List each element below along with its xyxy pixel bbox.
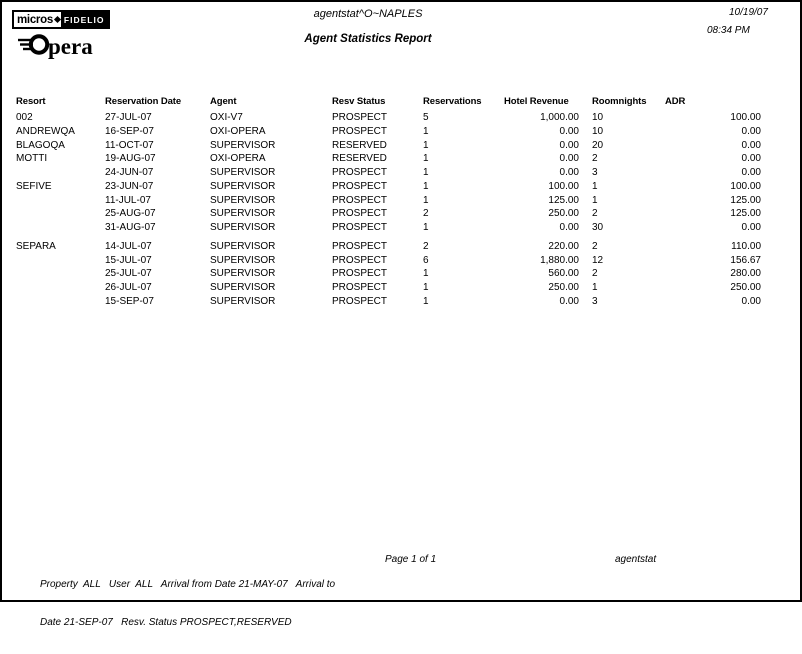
cell-reservations: 1 xyxy=(423,180,429,192)
cell-resv-status: PROSPECT xyxy=(332,125,388,137)
cell-resort: SEFIVE xyxy=(16,180,52,192)
cell-reservation-date: 11-OCT-07 xyxy=(105,139,154,151)
cell-reservations: 1 xyxy=(423,153,429,165)
column-header-reservations: Reservations xyxy=(423,96,482,107)
cell-resort: MOTTI xyxy=(16,153,48,165)
column-header-hotel-revenue: Hotel Revenue xyxy=(504,96,569,107)
page-title: Agent Statistics Report xyxy=(304,33,432,45)
cell-adr: 156.67 xyxy=(730,254,761,266)
cell-adr: 0.00 xyxy=(741,153,761,165)
cell-agent: SUPERVISOR xyxy=(210,167,276,178)
cell-reservation-date: 19-AUG-07 xyxy=(105,153,156,165)
cell-resv-status: PROSPECT xyxy=(332,268,388,280)
cell-reservation-date: 25-JUL-07 xyxy=(105,268,152,280)
column-header-adr: ADR xyxy=(665,96,686,107)
table-row xyxy=(2,140,800,154)
cell-reservation-date: 23-JUN-07 xyxy=(105,180,154,192)
table-row xyxy=(2,268,800,282)
cell-agent: SUPERVISOR xyxy=(210,222,276,233)
cell-resv-status: RESERVED xyxy=(332,153,387,165)
cell-agent: SUPERVISOR xyxy=(210,282,276,293)
cell-roomnights: 30 xyxy=(592,222,604,233)
cell-roomnights: 10 xyxy=(592,125,604,137)
table-header-row xyxy=(2,96,800,110)
cell-resv-status: PROSPECT xyxy=(332,295,388,307)
column-header-resv-status: Resv Status xyxy=(332,96,386,107)
cell-resv-status: PROSPECT xyxy=(332,180,388,192)
cell-hotel-revenue: 220.00 xyxy=(548,240,579,252)
page-number: Page 1 of 1 xyxy=(385,554,437,565)
cell-hotel-revenue: 0.00 xyxy=(559,153,579,165)
cell-roomnights: 3 xyxy=(592,167,598,178)
table-row xyxy=(2,126,800,140)
fidelio-logo-text: FIDELIO xyxy=(61,12,109,27)
cell-hotel-revenue: 1,000.00 xyxy=(540,112,579,123)
opera-logo-text: pera xyxy=(48,33,93,59)
cell-resv-status: PROSPECT xyxy=(332,282,388,293)
cell-hotel-revenue: 100.00 xyxy=(548,180,579,192)
column-header-reservation-date: Reservation Date xyxy=(105,96,182,107)
cell-resort: SEPARA xyxy=(16,240,56,252)
table-row xyxy=(2,255,800,269)
cell-resv-status: PROSPECT xyxy=(332,167,388,178)
table-row xyxy=(2,153,800,167)
report-code: agentstat^O~NAPLES xyxy=(313,8,423,20)
report-time: 08:34 PM xyxy=(707,25,750,36)
cell-hotel-revenue: 125.00 xyxy=(548,194,579,206)
cell-agent: SUPERVISOR xyxy=(210,268,276,280)
cell-hotel-revenue: 0.00 xyxy=(559,222,579,233)
cell-reservations: 5 xyxy=(423,112,429,123)
cell-resv-status: PROSPECT xyxy=(332,240,388,252)
column-header-roomnights: Roomnights xyxy=(592,96,647,107)
footer-filters-line2: Date 21-SEP-07 Resv. Status PROSPECT,RESERVED xyxy=(40,616,292,628)
cell-agent: SUPERVISOR xyxy=(210,295,276,307)
cell-roomnights: 1 xyxy=(592,282,598,293)
table-row xyxy=(2,282,800,296)
cell-adr: 100.00 xyxy=(730,112,761,123)
cell-adr: 0.00 xyxy=(741,139,761,151)
cell-adr: 0.00 xyxy=(741,167,761,178)
cell-reservations: 1 xyxy=(423,125,429,137)
cell-adr: 100.00 xyxy=(730,180,761,192)
cell-hotel-revenue: 0.00 xyxy=(559,167,579,178)
cell-roomnights: 2 xyxy=(592,153,598,165)
table-row xyxy=(2,112,800,126)
cell-reservations: 2 xyxy=(423,240,429,252)
table-row xyxy=(2,181,800,195)
cell-roomnights: 1 xyxy=(592,194,598,206)
cell-hotel-revenue: 560.00 xyxy=(548,268,579,280)
cell-roomnights: 2 xyxy=(592,208,598,220)
cell-reservation-date: 27-JUL-07 xyxy=(105,112,152,123)
cell-resv-status: PROSPECT xyxy=(332,254,388,266)
cell-agent: SUPERVISOR xyxy=(210,139,276,151)
table-body xyxy=(2,112,800,310)
cell-hotel-revenue: 0.00 xyxy=(559,295,579,307)
cell-agent: SUPERVISOR xyxy=(210,180,276,192)
cell-adr: 125.00 xyxy=(730,208,761,220)
cell-resv-status: RESERVED xyxy=(332,139,387,151)
cell-reservations: 1 xyxy=(423,268,429,280)
cell-hotel-revenue: 0.00 xyxy=(559,125,579,137)
cell-roomnights: 2 xyxy=(592,240,598,252)
table-row xyxy=(2,167,800,181)
cell-roomnights: 1 xyxy=(592,180,598,192)
cell-reservations: 1 xyxy=(423,222,429,233)
table-row xyxy=(2,208,800,222)
column-header-agent: Agent xyxy=(210,96,237,107)
cell-hotel-revenue: 250.00 xyxy=(548,208,579,220)
cell-reservation-date: 25-AUG-07 xyxy=(105,208,156,220)
cell-roomnights: 20 xyxy=(592,139,604,151)
footer-report-name: agentstat xyxy=(615,554,657,565)
cell-hotel-revenue: 250.00 xyxy=(548,282,579,293)
cell-reservations: 1 xyxy=(423,295,429,307)
cell-reservations: 1 xyxy=(423,194,429,206)
cell-reservations: 1 xyxy=(423,282,429,293)
column-header-resort: Resort xyxy=(16,96,46,107)
cell-resv-status: PROSPECT xyxy=(332,112,388,123)
cell-adr: 110.00 xyxy=(731,240,761,252)
cell-reservations: 1 xyxy=(423,139,429,151)
cell-reservations: 1 xyxy=(423,167,429,178)
cell-agent: OXI-V7 xyxy=(210,112,243,123)
cell-roomnights: 2 xyxy=(592,268,598,280)
table-row xyxy=(2,296,800,310)
cell-agent: OXI-OPERA xyxy=(210,125,266,137)
cell-reservations: 6 xyxy=(423,254,429,266)
cell-adr: 125.00 xyxy=(730,194,761,206)
table-row xyxy=(2,222,800,236)
cell-resv-status: PROSPECT xyxy=(332,208,388,220)
cell-agent: SUPERVISOR xyxy=(210,208,276,220)
cell-roomnights: 10 xyxy=(592,112,604,123)
cell-reservation-date: 11-JUL-07 xyxy=(105,194,151,206)
cell-agent: SUPERVISOR xyxy=(210,240,276,252)
cell-agent: SUPERVISOR xyxy=(210,194,276,206)
table-row xyxy=(2,241,800,255)
cell-resv-status: PROSPECT xyxy=(332,194,388,206)
cell-roomnights: 12 xyxy=(592,254,604,266)
footer-filters xyxy=(40,554,335,654)
cell-adr: 0.00 xyxy=(741,295,761,307)
cell-resort: ANDREWQA xyxy=(16,125,75,137)
cell-hotel-revenue: 0.00 xyxy=(559,139,579,151)
cell-resort: 002 xyxy=(16,112,33,123)
table-row xyxy=(2,195,800,209)
cell-adr: 280.00 xyxy=(730,268,761,280)
cell-roomnights: 3 xyxy=(592,295,598,307)
micros-logo-text: micros xyxy=(14,12,54,27)
cell-reservation-date: 24-JUN-07 xyxy=(105,167,154,178)
cell-reservation-date: 16-SEP-07 xyxy=(105,125,154,137)
report-date: 10/19/07 xyxy=(729,7,768,18)
cell-adr: 250.00 xyxy=(730,282,761,293)
cell-reservation-date: 31-AUG-07 xyxy=(105,222,156,233)
cell-reservation-date: 14-JUL-07 xyxy=(105,240,152,252)
cell-agent: SUPERVISOR xyxy=(210,254,276,266)
cell-reservation-date: 15-JUL-07 xyxy=(105,254,152,266)
cell-resv-status: PROSPECT xyxy=(332,222,388,233)
cell-resort: BLAGOQA xyxy=(16,139,65,151)
cell-adr: 0.00 xyxy=(741,222,761,233)
cell-reservation-date: 26-JUL-07 xyxy=(105,282,152,293)
cell-agent: OXI-OPERA xyxy=(210,153,266,165)
cell-adr: 0.00 xyxy=(741,125,761,137)
cell-hotel-revenue: 1,880.00 xyxy=(540,254,579,266)
cell-reservations: 2 xyxy=(423,208,429,220)
footer-filters-line1: Property ALL User ALL Arrival from Date 21-MAY-07 Arrival to xyxy=(40,579,336,590)
cell-reservation-date: 15-SEP-07 xyxy=(105,295,154,307)
